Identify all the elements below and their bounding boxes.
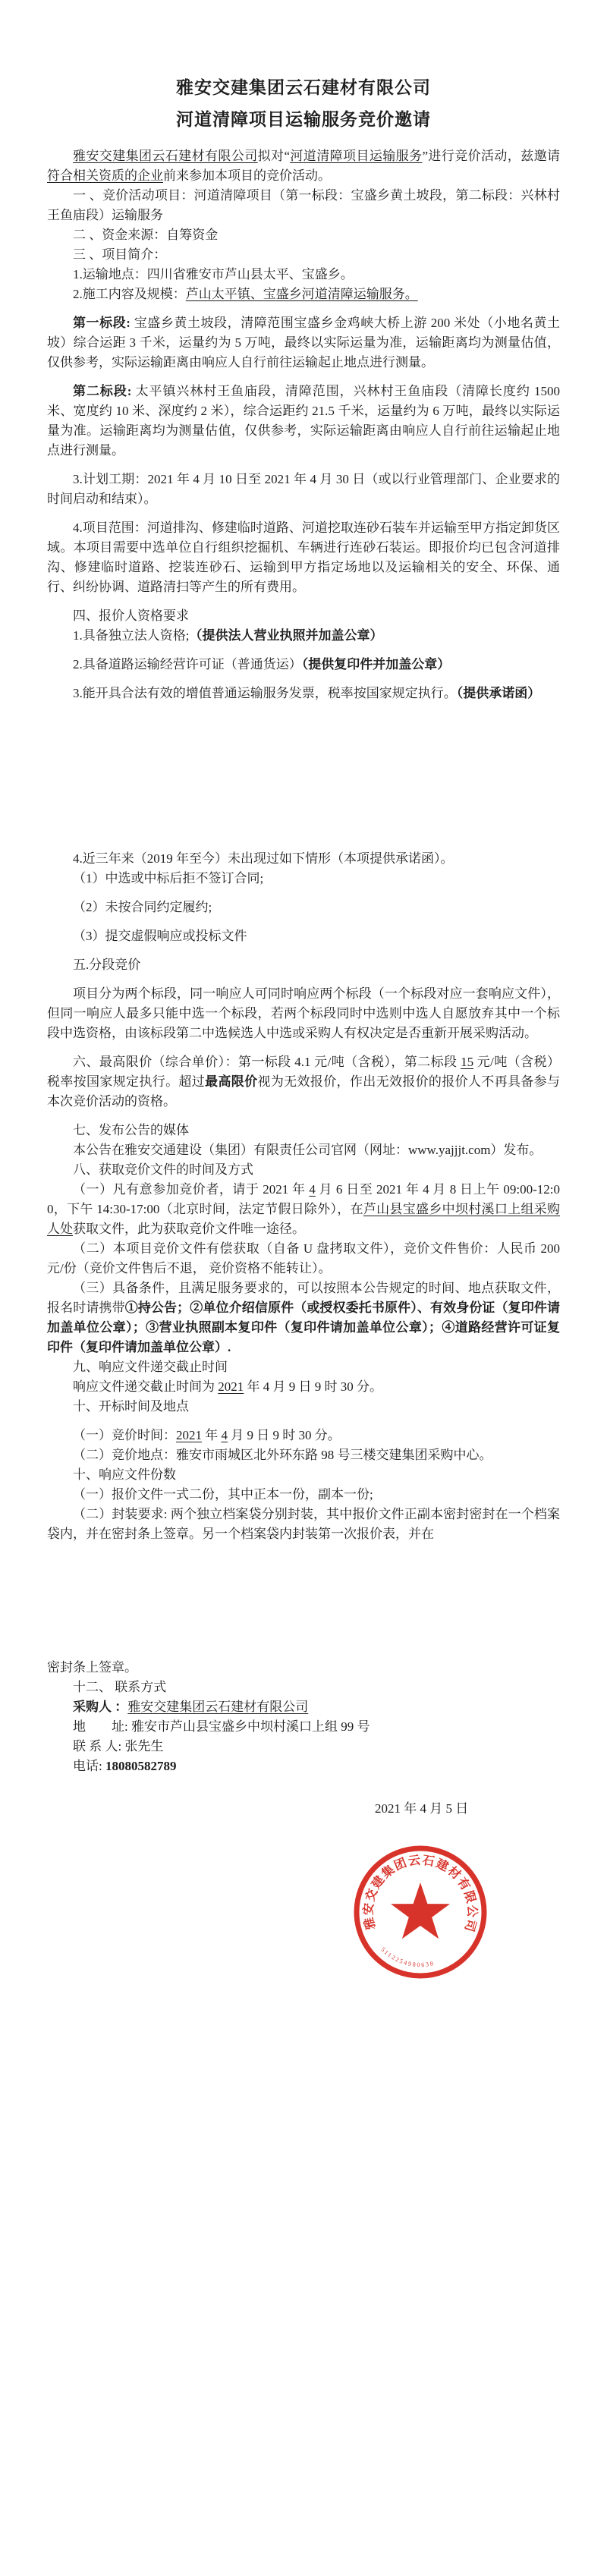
document-title-block (47, 72, 560, 136)
section-6 (47, 1052, 560, 1112)
text-run: 获取文件，此为获取竞价文件唯一途径。 (73, 1222, 305, 1236)
section-12 (47, 1678, 560, 1697)
text-run: （一）竞价时间： (73, 1428, 176, 1442)
bold-text: （提供承诺函） (456, 686, 541, 700)
item-4-4-2 (47, 898, 560, 917)
underlined-text: 芦山太平镇、宝盛乡河道清障运输服务。 (185, 287, 418, 301)
text-run: 元/吨（含税）税率按国家规定执行。超过 (47, 1055, 560, 1089)
underlined-text: 河道清障项目运输服务 (290, 149, 423, 163)
document-title-line2: 河道清障项目运输服务竞价邀请 (176, 110, 431, 129)
bid-section-2 (47, 382, 560, 461)
underlined-text: 4 (221, 1428, 228, 1442)
text-run: 十、响应文件份数 (73, 1467, 176, 1482)
issue-date: 2021 年 4 月 5 日 (375, 1801, 469, 1816)
section-1 (47, 186, 560, 225)
seal-number-text: 5112254980638 (379, 1945, 436, 1969)
text-run: ”进行竞价活动，兹邀请 (422, 149, 561, 163)
section-7 (47, 1121, 560, 1140)
bold-text: 第一标段: (73, 316, 131, 330)
text-run: 月 9 日 9 时 30 分。 (228, 1428, 341, 1442)
item-4-4-1 (47, 869, 560, 889)
section-10 (47, 1397, 560, 1417)
text-run: 月 6 日至 2021 年 4 月 8 日上午 09:00-12:00，下午 14:30-17:00（北京时间，法定节假日除外），在 (47, 1182, 561, 1216)
section-3 (47, 245, 560, 265)
item-8-1 (47, 1180, 560, 1239)
text-run: 七、发布公告的媒体 (73, 1123, 189, 1137)
bold-text: ①持公告；②单位介绍信原件（或授权委托书原件）、有效身份证（复印件请加盖单位公章）；③营业执照副本复印件（复印件请加盖单位公章）；④道路经营许可证复印件（复印件请加盖单位公章）. (47, 1301, 561, 1354)
text-run: 电话: (73, 1759, 105, 1773)
text-run: 四、报价人资格要求 (73, 609, 189, 623)
text-run: 2.施工内容及规模： (73, 287, 186, 301)
section-2 (47, 225, 560, 245)
text-run: 视为无效报价，作出无效报价的报价人不再具备参与本次竞价活动的资格。 (47, 1074, 561, 1109)
document-body (47, 146, 560, 1776)
section-10b (47, 1465, 560, 1485)
text-run: 1.运输地点：四川省雅安市芦山县太平、宝盛乡。 (73, 267, 354, 282)
text-run: （三）具备条件，且满足服务要求的，可以按照本公告规定的时间、地点获取文件，报名时请携带 (47, 1281, 560, 1315)
intro-paragraph (47, 146, 560, 186)
item-3-4 (47, 518, 560, 597)
item-8-2 (47, 1239, 560, 1279)
item-4-1 (47, 626, 560, 646)
bold-text: 采购人 ： (73, 1700, 128, 1714)
item-10b-2 (47, 1505, 560, 1544)
text-run: 二 、资金来源：自筹资金 (73, 228, 219, 242)
text-run: 三 、项目简介： (73, 247, 167, 262)
underlined-text: 芦山县宝盛乡中坝村溪口上组采购人处 (47, 1202, 560, 1236)
seal-company-text: 雅安交建集团云石建材有限公司 (362, 1854, 479, 1934)
company-seal (351, 1842, 490, 1982)
text-run: （二）封装要求: 两个独立档案袋分别封装，其中报价文件正副本密封密封在一个档案袋内，并在密封条上签章。另一个档案袋内封装第一次报价表，并在 (47, 1507, 560, 1541)
item-4-3 (47, 684, 560, 703)
underlined-text: 2021 (218, 1379, 244, 1394)
section-8 (47, 1160, 560, 1180)
underlined-text: 4 (309, 1182, 316, 1197)
bold-text: （提供法人营业执照并加盖公章） (189, 628, 383, 643)
text-run: （二）本项目竞价文件有偿获取（自备 U 盘拷取文件），竞价文件售价：人民币 200 元/份（竞价文件售后不退， 竞价资格不能转让）。 (47, 1241, 560, 1275)
text-run: （2）未按合同约定履约; (73, 900, 212, 914)
section-5-body (47, 984, 560, 1043)
text-run: 1.具备独立法人资格; (73, 628, 190, 643)
bold-text: 第二标段: (73, 384, 132, 398)
section-9-body (47, 1377, 560, 1397)
text-run: 拟对“ (257, 149, 290, 163)
carryover-line (47, 1658, 560, 1678)
bold-text: 18080582789 (105, 1759, 177, 1773)
text-run: （3）提交虚假响应或投标文件 (73, 929, 247, 943)
text-run: 联 系 人: 张先生 (73, 1739, 164, 1754)
text-run: 4.项目范围：河道排沟、修建临时道路、河道挖取连砂石装车并运输至甲方指定卸货区域。本项目需要中选单位自行组织挖掘机、车辆进行连砂石装运。即报价均已包含河道排沟、修建临时道路、挖装连砂石、运输到甲方指定场地以及运输相关的安全、环保、通行、纠纷协调、道路清扫等产生的所有费用。 (47, 521, 560, 594)
underlined-text: 雅安交建集团云石建材有限公司 (73, 149, 258, 163)
underlined-text: 符合相关资质的企业 (47, 168, 163, 183)
text-run: 一 、竞价活动项目：河道清障项目（第一标段：宝盛乡黄土坡段，第二标段：兴林村王鱼庙段）运输服务 (47, 188, 560, 222)
text-run: （1）中选或中标后拒不签订合同; (73, 871, 264, 885)
bid-section-1 (47, 313, 560, 373)
item-10b-1 (47, 1485, 560, 1505)
text-run: 前来参加本项目的竞价活动。 (163, 168, 331, 183)
item-3-3 (47, 470, 560, 509)
bold-text: （提供复印件并加盖公章） (301, 657, 451, 672)
item-10-1 (47, 1426, 560, 1445)
bold-text: 最高限价 (205, 1074, 258, 1089)
text-run: 3.能开具合法有效的增值普通运输服务发票，税率按国家规定执行。 (73, 686, 457, 700)
text-run: 本公告在雅安交通建设（集团）有限责任公司官网（网址：www.yajjjt.com）发布。 (73, 1143, 543, 1157)
underlined-text: 2021 (176, 1428, 202, 1442)
item-3-2 (47, 285, 560, 304)
item-4-4 (47, 849, 560, 869)
text-run: （二）竞价地点：雅安市雨城区北外环东路 98 号三楼交建集团采购中心。 (73, 1448, 492, 1462)
item-4-4-3 (47, 926, 560, 946)
item-10-2 (47, 1445, 560, 1465)
text-run: 六、最高限价（综合单价）：第一标段 4.1 元/吨（含税），第二标段 (73, 1055, 461, 1069)
text-run: 4.近三年来（2019 年至今）未出现过如下情形（本项提供承诺函）。 (73, 851, 454, 866)
section-7-body (47, 1140, 560, 1160)
text-run: 响应文件递交截止时间为 (73, 1379, 219, 1394)
section-4 (47, 606, 560, 626)
contact-phone (47, 1757, 560, 1776)
text-run: 项目分为两个标段，同一响应人可同时响应两个标段（一个标段对应一套响应文件），但同一响应人最多只能中选一个标段，若两个标段同时中选则中选人自愿放弃其中一个标段中选资格，由该标段第二中选候选人中选或采购人有权决定是否重新开展采购活动。 (47, 986, 560, 1040)
item-4-2 (47, 655, 560, 675)
text-run: 密封条上签章。 (47, 1660, 137, 1675)
text-run: 2.具备道路运输经营许可证（普通货运） (73, 657, 302, 672)
underlined-text: 雅安交建集团云石建材有限公司 (127, 1700, 309, 1714)
item-3-1 (47, 265, 560, 285)
text-run: （一）凡有意参加竞价者，请于 2021 年 (73, 1182, 310, 1197)
contact-purchaser (47, 1697, 560, 1717)
text-run: 3.计划工期：2021 年 4 月 10 日至 2021 年 4 月 30 日（或以行业管理部门、企业要求的时间启动和结束）。 (47, 472, 560, 506)
text-run: 太平镇兴林村王鱼庙段，清障范围，兴林村王鱼庙段（清障长度约 1500 米、宽度约 10 米、深度约 2 米），综合运距约 21.5 千米，运量约为 6 万吨，最终以实际运量为准。运输距离均为测量估值，仅供参考，实际运输距离由响应人自行前往运输起止地点进行测量。 (47, 384, 560, 458)
text-run: 宝盛乡黄土坡段，清障范围宝盛乡金鸡峡大桥上游 200 米处（小地名黄土坡）综合运距 3 千米，运量约为 5 万吨，最终以实际运量为准，运输距离均为测量估值，仅供参考，实际运输距离由响应人自行前往运输起止地点进行测量。 (47, 316, 561, 370)
section-5 (47, 955, 560, 975)
document-title-line1: 雅安交建集团云石建材有限公司 (176, 78, 431, 97)
text-run: 五.分段竞价 (73, 958, 141, 972)
text-run: （一）报价文件一式二份，其中正本一份，副本一份; (73, 1487, 373, 1502)
text-run: 年 4 月 9 日 9 时 30 分。 (244, 1379, 382, 1394)
contact-person (47, 1737, 560, 1757)
text-run: 地 址: 雅安市芦山县宝盛乡中坝村溪口上组 99 号 (73, 1719, 370, 1734)
text-run: 八、获取竞价文件的时间及方式 (73, 1162, 253, 1177)
item-8-3 (47, 1279, 560, 1357)
text-run: 年 (202, 1428, 222, 1442)
text-run: 十二、 联系方式 (73, 1680, 167, 1694)
seal-star-icon (391, 1882, 450, 1939)
section-9 (47, 1357, 560, 1377)
underlined-text: 15 (461, 1055, 474, 1069)
contact-address (47, 1717, 560, 1737)
text-run: 十、开标时间及地点 (73, 1399, 189, 1414)
text-run: 九、响应文件递交截止时间 (73, 1360, 228, 1374)
document-content (47, 0, 560, 1819)
